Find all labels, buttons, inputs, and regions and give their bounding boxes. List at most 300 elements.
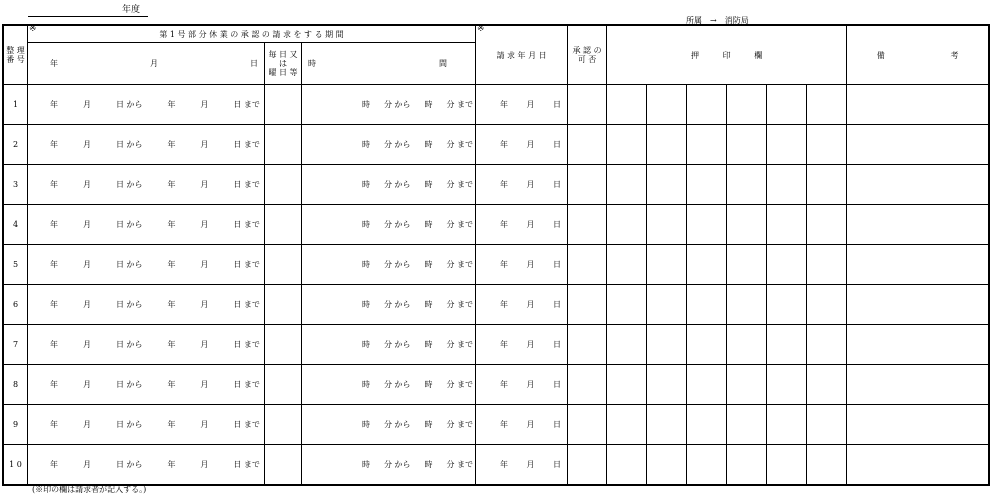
period-cell[interactable] (28, 325, 265, 365)
request-day: 日 (553, 420, 562, 429)
department-name: 消防局 (724, 16, 749, 25)
seal-cell[interactable] (767, 365, 807, 405)
from-minute: 分 から (383, 100, 411, 109)
request-year: 年 (500, 300, 509, 309)
seal-cell[interactable] (607, 285, 647, 325)
to-year: 年 (167, 220, 176, 229)
to-minute: 分 まで (446, 460, 473, 469)
from-year: 年 (50, 420, 58, 429)
request-year: 年 (500, 100, 509, 109)
time-cell[interactable] (302, 165, 476, 205)
to-hour: 時 (424, 380, 433, 389)
request-date-cell[interactable] (476, 205, 568, 245)
from-year: 年 (50, 100, 58, 109)
to-minute: 分 まで (446, 420, 473, 429)
period-cell[interactable] (28, 205, 265, 245)
seal-cell[interactable] (647, 85, 687, 125)
weekday-cell[interactable] (265, 85, 302, 125)
year-col-label: 年 (50, 59, 58, 68)
to-minute: 分 まで (446, 380, 473, 389)
to-month: 月 (200, 380, 209, 389)
request-date-cell[interactable] (476, 405, 568, 445)
from-hour: 時 (362, 340, 370, 349)
request-date-label: 請 求 年 月 日 (496, 50, 547, 60)
seal-cell[interactable] (607, 325, 647, 365)
seal-cell[interactable] (807, 245, 847, 285)
seal-cell[interactable] (687, 365, 727, 405)
period-title-header (28, 26, 476, 43)
from-hour: 時 (362, 380, 370, 389)
approval-cell[interactable] (568, 165, 607, 205)
from-day: 日 から (115, 420, 143, 429)
from-hour: 時 (362, 140, 370, 149)
from-month: 月 (82, 220, 91, 229)
period-cell[interactable] (28, 405, 265, 445)
seal-cell[interactable] (727, 205, 767, 245)
seal-cell[interactable] (727, 365, 767, 405)
row-number (4, 125, 28, 165)
from-minute: 分 から (383, 300, 411, 309)
table-row (4, 445, 989, 485)
to-minute: 分 まで (446, 140, 473, 149)
seal-cell[interactable] (767, 245, 807, 285)
from-hour: 時 (362, 220, 370, 229)
seal-cell[interactable] (607, 445, 647, 485)
from-minute: 分 から (383, 340, 411, 349)
request-year: 年 (500, 420, 509, 429)
row-number (4, 245, 28, 285)
request-day: 日 (553, 340, 562, 349)
row-number-text: 9 (12, 420, 19, 429)
from-month: 月 (82, 140, 91, 149)
to-year: 年 (167, 180, 176, 189)
affiliation-label: 所属 (686, 16, 702, 25)
remarks-cell[interactable] (847, 445, 989, 485)
to-day: 日 まで (233, 460, 260, 469)
request-month: 月 (526, 220, 535, 229)
seal-cell[interactable] (767, 285, 807, 325)
row-number-text: 5 (12, 260, 19, 269)
seal-cell[interactable] (807, 205, 847, 245)
row-number-text: 8 (12, 380, 19, 389)
seal-cell[interactable] (687, 165, 727, 205)
weekday-cell[interactable] (265, 205, 302, 245)
request-date-cell[interactable] (476, 165, 568, 205)
period-cell[interactable] (28, 445, 265, 485)
request-date-cell[interactable] (476, 85, 568, 125)
from-month: 月 (82, 260, 91, 269)
period-cell[interactable] (28, 165, 265, 205)
time-cell[interactable] (302, 445, 476, 485)
remarks-cell[interactable] (847, 365, 989, 405)
from-day: 日 から (115, 260, 143, 269)
to-month: 月 (200, 340, 209, 349)
weekday-cell[interactable] (265, 245, 302, 285)
row-number (4, 365, 28, 405)
seal-cell[interactable] (647, 205, 687, 245)
remarks-cell[interactable] (847, 405, 989, 445)
request-year: 年 (500, 140, 509, 149)
seal-cell[interactable] (807, 165, 847, 205)
seal-cell[interactable] (607, 85, 647, 125)
request-date-cell[interactable] (476, 445, 568, 485)
approval-cell[interactable] (568, 125, 607, 165)
table-row (4, 205, 989, 245)
remarks-cell[interactable] (847, 325, 989, 365)
request-year: 年 (500, 220, 509, 229)
from-month: 月 (82, 100, 91, 109)
to-day: 日 まで (233, 260, 260, 269)
seal-cell[interactable] (687, 85, 727, 125)
from-day: 日 から (115, 380, 143, 389)
request-month: 月 (526, 300, 535, 309)
seal-cell[interactable] (727, 125, 767, 165)
weekday-line3: 曜 日 等 (268, 68, 298, 77)
time-cell[interactable] (302, 85, 476, 125)
row-number (4, 405, 28, 445)
remarks-cell[interactable] (847, 165, 989, 205)
period-cell[interactable] (28, 245, 265, 285)
weekday-cell[interactable] (265, 445, 302, 485)
interval-col-label: 間 (439, 59, 448, 68)
weekday-cell[interactable] (265, 325, 302, 365)
from-year: 年 (50, 220, 58, 229)
to-hour: 時 (424, 340, 433, 349)
to-day: 日 まで (233, 420, 260, 429)
day-col-label: 日 (250, 59, 258, 68)
from-minute: 分 から (383, 420, 411, 429)
to-hour: 時 (424, 300, 433, 309)
from-hour: 時 (362, 300, 370, 309)
time-cell[interactable] (302, 125, 476, 165)
seal-cell[interactable] (647, 285, 687, 325)
request-date-cell[interactable] (476, 285, 568, 325)
request-date-cell[interactable] (476, 125, 568, 165)
request-year: 年 (500, 380, 509, 389)
to-day: 日 まで (233, 300, 260, 309)
from-hour: 時 (362, 260, 370, 269)
from-minute: 分 から (383, 180, 411, 189)
time-cell[interactable] (302, 205, 476, 245)
request-day: 日 (553, 100, 562, 109)
approval-cell[interactable] (568, 285, 607, 325)
hour-col-label: 時 (308, 59, 316, 68)
from-minute: 分 から (383, 380, 411, 389)
from-day: 日 から (115, 180, 143, 189)
approval-cell[interactable] (568, 85, 607, 125)
from-day: 日 から (115, 340, 143, 349)
row-number-text: 1 (12, 100, 19, 109)
to-minute: 分 まで (446, 340, 473, 349)
from-day: 日 から (115, 140, 143, 149)
request-date-cell[interactable] (476, 245, 568, 285)
weekday-cell[interactable] (265, 365, 302, 405)
from-year: 年 (50, 340, 58, 349)
to-minute: 分 まで (446, 260, 473, 269)
remarks-cell[interactable] (847, 205, 989, 245)
seal-cell[interactable] (607, 365, 647, 405)
seal-cell[interactable] (647, 405, 687, 445)
to-minute: 分 まで (446, 220, 473, 229)
remarks-label: 備 考 (876, 50, 959, 60)
seal-cell[interactable] (687, 285, 727, 325)
from-month: 月 (82, 460, 91, 469)
from-day: 日 から (115, 300, 143, 309)
period-title: 第 1 号 部 分 休 業 の 承 認 の 請 求 を す る 期 間 (159, 29, 344, 39)
seal-cell[interactable] (607, 245, 647, 285)
request-month: 月 (526, 180, 535, 189)
seal-cell[interactable] (647, 325, 687, 365)
seal-cell[interactable] (687, 125, 727, 165)
seal-cell[interactable] (687, 445, 727, 485)
to-minute: 分 まで (446, 100, 473, 109)
to-day: 日 まで (233, 340, 260, 349)
seal-cell[interactable] (647, 445, 687, 485)
approval-cell[interactable] (568, 405, 607, 445)
weekday-cell[interactable] (265, 165, 302, 205)
to-year: 年 (167, 300, 176, 309)
request-month: 月 (526, 140, 535, 149)
request-month: 月 (526, 260, 535, 269)
seal-cell[interactable] (727, 85, 767, 125)
seal-cell[interactable] (647, 365, 687, 405)
to-minute: 分 まで (446, 300, 473, 309)
to-month: 月 (200, 180, 209, 189)
request-day: 日 (553, 260, 562, 269)
period-cell[interactable] (28, 285, 265, 325)
request-month: 月 (526, 460, 535, 469)
from-month: 月 (82, 380, 91, 389)
remarks-cell[interactable] (847, 125, 989, 165)
footer-note: (※印の欄は請求者が記入する。) (32, 485, 147, 494)
seal-cell[interactable] (807, 445, 847, 485)
request-date-cell[interactable] (476, 325, 568, 365)
weekday-cell[interactable] (265, 125, 302, 165)
to-year: 年 (167, 420, 176, 429)
to-month: 月 (200, 100, 209, 109)
to-hour: 時 (424, 100, 433, 109)
row-number-text: 1 0 (9, 460, 22, 469)
table-row (4, 325, 989, 365)
request-day: 日 (553, 180, 562, 189)
to-year: 年 (167, 260, 176, 269)
request-day: 日 (553, 380, 562, 389)
remarks-cell[interactable] (847, 85, 989, 125)
approval-cell[interactable] (568, 205, 607, 245)
table-row (4, 125, 989, 165)
row-number (4, 205, 28, 245)
seal-cell[interactable] (807, 325, 847, 365)
request-day: 日 (553, 220, 562, 229)
seal-cell[interactable] (807, 285, 847, 325)
weekday-header (265, 43, 302, 85)
row-number-text: 2 (12, 140, 19, 149)
star-mark-2: ※ (477, 24, 485, 34)
to-day: 日 まで (233, 220, 260, 229)
star-mark: ※ (29, 24, 37, 34)
from-hour: 時 (362, 100, 370, 109)
time-cell[interactable] (302, 245, 476, 285)
request-month: 月 (526, 340, 535, 349)
time-cell[interactable] (302, 285, 476, 325)
seal-cell[interactable] (687, 205, 727, 245)
approval-cell[interactable] (568, 365, 607, 405)
seal-cell[interactable] (727, 325, 767, 365)
leave-request-table (3, 25, 989, 485)
to-month: 月 (200, 460, 209, 469)
month-col-label: 月 (150, 59, 158, 68)
to-month: 月 (200, 220, 209, 229)
time-cell[interactable] (302, 365, 476, 405)
from-month: 月 (82, 180, 91, 189)
approval-cell[interactable] (568, 445, 607, 485)
from-day: 日 から (115, 460, 143, 469)
from-month: 月 (82, 340, 91, 349)
to-hour: 時 (424, 420, 433, 429)
request-month: 月 (526, 100, 535, 109)
to-month: 月 (200, 260, 209, 269)
to-day: 日 まで (233, 140, 260, 149)
row-number (4, 85, 28, 125)
to-hour: 時 (424, 220, 433, 229)
from-hour: 時 (362, 180, 370, 189)
period-cell[interactable] (28, 125, 265, 165)
remarks-cell[interactable] (847, 245, 989, 285)
row-number (4, 165, 28, 205)
table-row (4, 285, 989, 325)
time-cell[interactable] (302, 325, 476, 365)
row-number (4, 285, 28, 325)
approval-line1: 承 認 の (572, 46, 602, 55)
from-hour: 時 (362, 460, 370, 469)
row-number (4, 445, 28, 485)
seal-cell[interactable] (727, 245, 767, 285)
seal-cell[interactable] (767, 85, 807, 125)
request-day: 日 (553, 460, 562, 469)
seal-cell[interactable] (607, 205, 647, 245)
seal-cell[interactable] (767, 445, 807, 485)
table-row (4, 245, 989, 285)
row-number-text: 4 (12, 220, 19, 229)
seal-cell[interactable] (767, 125, 807, 165)
from-year: 年 (50, 380, 58, 389)
weekday-cell[interactable] (265, 285, 302, 325)
to-year: 年 (167, 140, 176, 149)
from-hour: 時 (362, 420, 370, 429)
seal-cell[interactable] (647, 165, 687, 205)
seal-label: 押 印 欄 (690, 50, 763, 60)
request-date-cell[interactable] (476, 365, 568, 405)
period-cell[interactable] (28, 85, 265, 125)
approval-cell[interactable] (568, 325, 607, 365)
from-day: 日 から (115, 220, 143, 229)
seal-cell[interactable] (647, 245, 687, 285)
seal-cell[interactable] (727, 165, 767, 205)
to-year: 年 (167, 380, 176, 389)
to-day: 日 まで (233, 180, 260, 189)
from-minute: 分 から (383, 260, 411, 269)
weekday-cell[interactable] (265, 405, 302, 445)
from-month: 月 (82, 420, 91, 429)
seal-cell[interactable] (687, 245, 727, 285)
weekday-line2: は (279, 59, 287, 68)
time-range-header (302, 43, 476, 85)
seal-header (607, 26, 847, 85)
to-day: 日 まで (233, 100, 260, 109)
table-row (4, 165, 989, 205)
row-number-text: 3 (12, 180, 19, 189)
seal-cell[interactable] (727, 405, 767, 445)
row-number-text: 6 (12, 300, 19, 309)
year-label: 年度 (122, 5, 141, 15)
seal-cell[interactable] (807, 85, 847, 125)
table-row (4, 405, 989, 445)
seal-cell[interactable] (807, 125, 847, 165)
seal-cell[interactable] (727, 285, 767, 325)
to-month: 月 (200, 140, 209, 149)
seal-cell[interactable] (767, 325, 807, 365)
seal-cell[interactable] (607, 125, 647, 165)
from-year: 年 (50, 260, 58, 269)
seal-cell[interactable] (807, 405, 847, 445)
request-date-header (476, 26, 568, 85)
number-header-top: 整 理 (6, 46, 25, 55)
seal-cell[interactable] (767, 205, 807, 245)
seal-cell[interactable] (687, 325, 727, 365)
from-minute: 分 から (383, 220, 411, 229)
to-hour: 時 (424, 180, 433, 189)
seal-cell[interactable] (807, 365, 847, 405)
seal-cell[interactable] (767, 405, 807, 445)
request-day: 日 (553, 300, 562, 309)
date-range-header (28, 43, 265, 85)
request-year: 年 (500, 260, 509, 269)
to-minute: 分 まで (446, 180, 473, 189)
year-underline (28, 16, 148, 17)
seal-cell[interactable] (647, 125, 687, 165)
seal-cell[interactable] (687, 405, 727, 445)
from-minute: 分 から (383, 460, 411, 469)
from-year: 年 (50, 140, 58, 149)
to-year: 年 (167, 460, 176, 469)
from-month: 月 (82, 300, 91, 309)
from-minute: 分 から (383, 140, 411, 149)
to-year: 年 (167, 100, 176, 109)
to-month: 月 (200, 420, 209, 429)
period-cell[interactable] (28, 365, 265, 405)
seal-cell[interactable] (607, 405, 647, 445)
to-month: 月 (200, 300, 209, 309)
approval-line2: 可 否 (577, 55, 597, 64)
request-year: 年 (500, 340, 509, 349)
to-year: 年 (167, 340, 176, 349)
to-day: 日 まで (233, 380, 260, 389)
to-hour: 時 (424, 460, 433, 469)
seal-cell[interactable] (727, 445, 767, 485)
seal-cell[interactable] (767, 165, 807, 205)
request-month: 月 (526, 380, 535, 389)
from-day: 日 から (115, 100, 143, 109)
time-cell[interactable] (302, 405, 476, 445)
seal-cell[interactable] (607, 165, 647, 205)
request-day: 日 (553, 140, 562, 149)
from-year: 年 (50, 180, 58, 189)
approval-cell[interactable] (568, 245, 607, 285)
table-row (4, 85, 989, 125)
request-year: 年 (500, 460, 509, 469)
remarks-cell[interactable] (847, 285, 989, 325)
to-hour: 時 (424, 140, 433, 149)
